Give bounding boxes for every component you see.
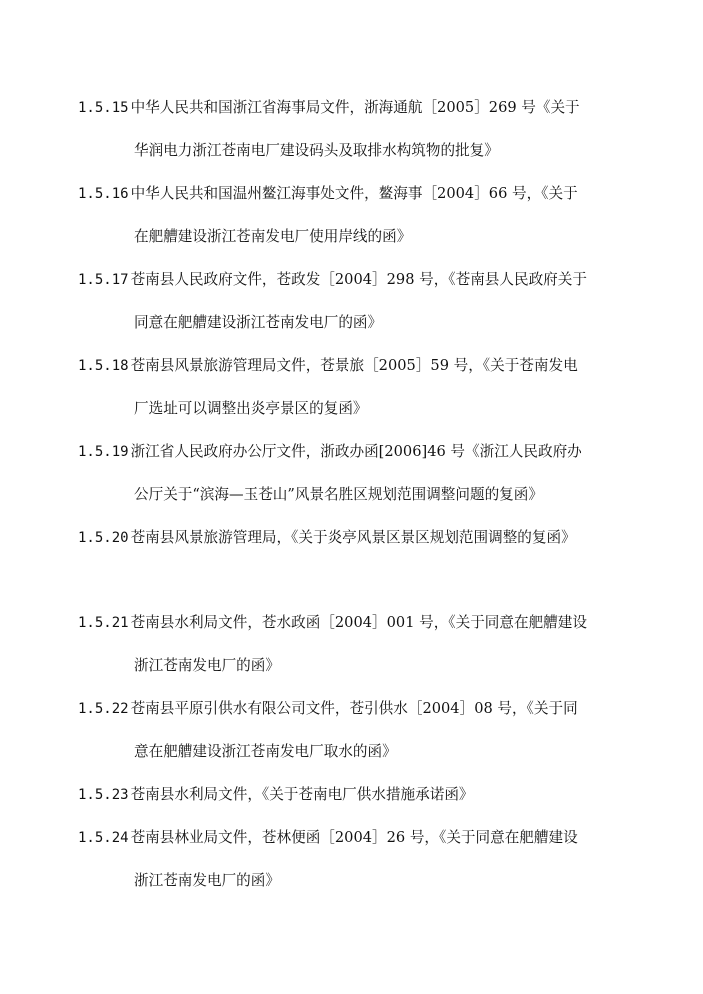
entry-text: 中华人民共和国温州鳌江海事处文件，鳌海事［2004］66 号，《关于 — [130, 185, 578, 202]
entry-number: 1.5.15 — [78, 100, 129, 116]
entry-text: 浙江省人民政府办公厅文件，浙政办函[2006]46 号《浙江人民政府办 — [130, 443, 582, 460]
entry-line-2: 公厅关于“滨海—玉苍山”风景名胜区规划范围调整问题的复函》 — [134, 486, 543, 503]
entry-number: 1.5.22 — [78, 701, 129, 717]
entry-text: 苍南县风景旅游管理局，《关于炎亭风景区景区规划范围调整的复函》 — [130, 529, 576, 546]
entry-number: 1.5.24 — [78, 830, 129, 846]
entry-line-1 — [78, 442, 582, 462]
entry-line-2: 华润电力浙江苍南电厂建设码头及取排水构筑物的批复》 — [134, 142, 499, 159]
entry-number: 1.5.16 — [78, 186, 129, 202]
entry-line-1 — [78, 613, 587, 633]
entry-number: 1.5.17 — [78, 272, 129, 288]
entry-line-2: 浙江苍南发电厂的函》 — [134, 657, 280, 674]
entry-line-1 — [78, 699, 578, 719]
entry-line-1 — [78, 528, 576, 548]
entry-text: 苍南县风景旅游管理局文件，苍景旅［2005］59 号，《关于苍南发电 — [130, 357, 578, 374]
entry-number: 1.5.21 — [78, 615, 129, 631]
entry-text: 中华人民共和国浙江省海事局文件，浙海通航［2005］269 号《关于 — [130, 99, 580, 116]
entry-number: 1.5.19 — [78, 444, 129, 460]
entry-number: 1.5.23 — [78, 787, 129, 803]
entry-text: 苍南县平原引供水有限公司文件，苍引供水［2004］08 号，《关于同 — [130, 700, 578, 717]
entry-text: 苍南县水利局文件，苍水政函［2004］001 号，《关于同意在舥艚建设 — [130, 614, 587, 631]
entry-line-2: 厂选址可以调整出炎亭景区的复函》 — [134, 400, 368, 417]
entry-line-2: 意在舥艚建设浙江苍南发电厂取水的函》 — [134, 743, 397, 760]
entry-text: 苍南县水利局文件，《关于苍南电厂供水措施承诺函》 — [130, 786, 474, 803]
entry-text: 苍南县人民政府文件，苍政发［2004］298 号，《苍南县人民政府关于 — [130, 271, 587, 288]
entry-line-1 — [78, 184, 578, 204]
entry-line-1 — [78, 98, 580, 118]
entry-line-1 — [78, 270, 587, 290]
entry-line-2: 浙江苍南发电厂的函》 — [134, 872, 280, 889]
entry-line-1 — [78, 828, 578, 848]
entry-line-1 — [78, 785, 474, 805]
entry-number: 1.5.20 — [78, 530, 129, 546]
entry-line-1 — [78, 356, 578, 376]
entry-number: 1.5.18 — [78, 358, 129, 374]
entry-line-2: 同意在舥艚建设浙江苍南发电厂的函》 — [134, 314, 383, 331]
entry-text: 苍南县林业局文件，苍林便函［2004］26 号，《关于同意在舥艚建设 — [130, 829, 578, 846]
entry-line-2: 在舥艚建设浙江苍南发电厂使用岸线的函》 — [134, 228, 412, 245]
